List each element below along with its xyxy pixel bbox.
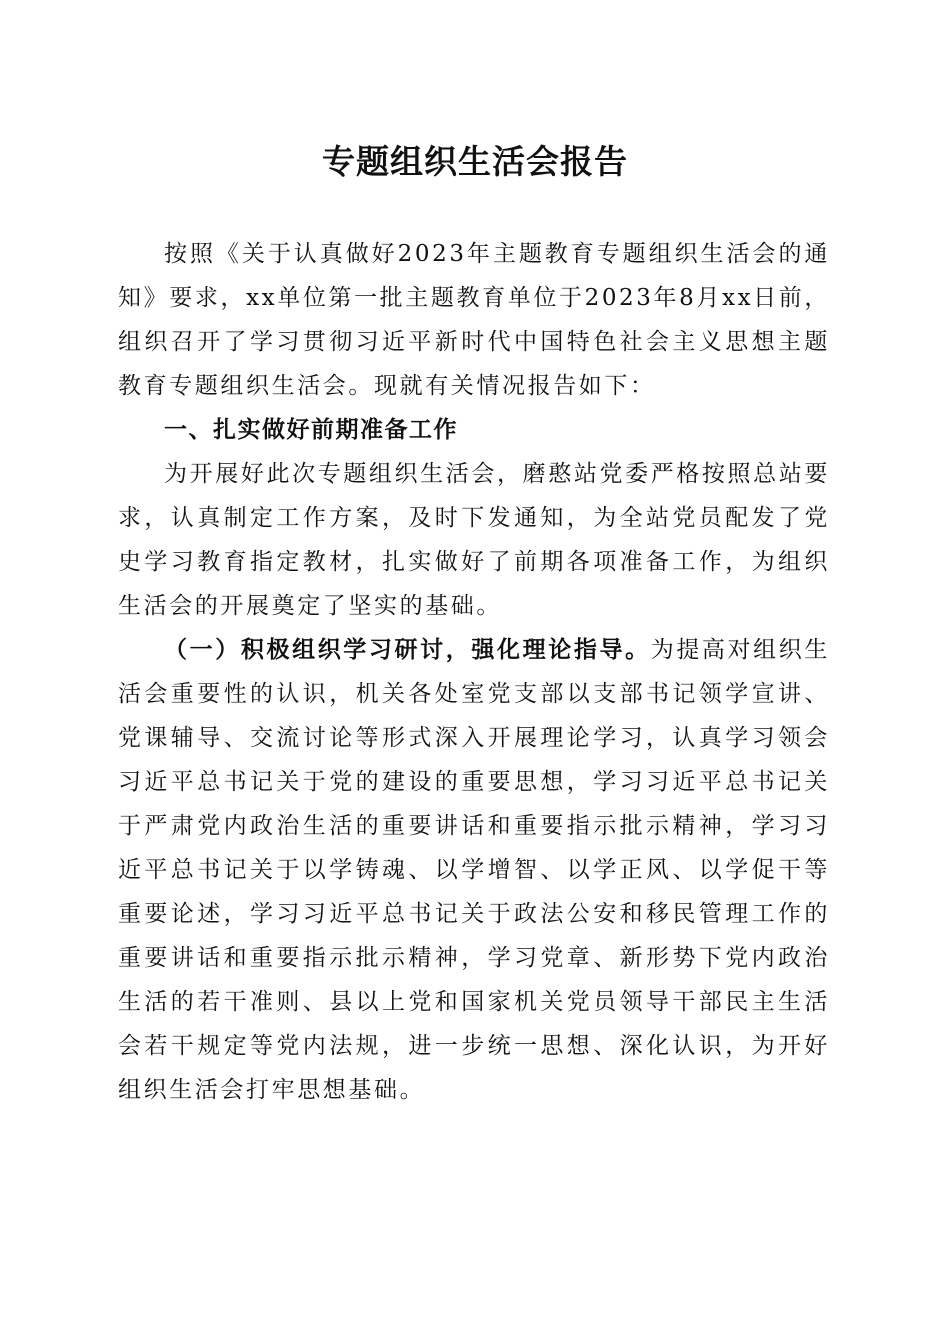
- section-paragraph: 为开展好此次专题组织生活会，磨憨站党委严格按照总站要求，认真制定工作方案，及时下发通知，为全站党员配发了党史学习教育指定教材，扎实做好了前期各项准备工作，为组织生活会的开展奠定了坚实的基础。: [118, 461, 830, 619]
- intro-paragraph: 按照《关于认真做好2023年主题教育专题组织生活会的通知》要求，xx单位第一批主题教育单位于2023年8月xx日前，组织召开了学习贯彻习近平新时代中国特色社会主义思想主题教育专题组织生活会。现就有关情况报告如下：: [118, 241, 830, 399]
- subsection-heading: （一）积极组织学习研讨，强化理论指导。: [164, 637, 651, 663]
- subsection-body: 为提高对组织生活会重要性的认识，机关各处室党支部以支部书记领学宣讲、党课辅导、交流讨论等形式深入开展理论学习，认真学习领会习近平总书记关于党的建设的重要思想，学习习近平总书记关于严肃党内政治生活的重要讲话和重要指示批示精神，学习习近平总书记关于以学铸魂、以学增智、以学正风、以学促干等重要论述，学习习近平总书记关于政法公安和移民管理工作的重要讲话和重要指示批示精神，学习党章、新形势下党内政治生活的若干准则、县以上党和国家机关党员领导干部民主生活会若干规定等党内法规，进一步统一思想、深化认识，为开好组织生活会打牢思想基础。: [118, 637, 830, 1103]
- section-heading: 一、扎实做好前期准备工作: [164, 417, 458, 443]
- subsection-paragraph: [118, 628, 830, 1112]
- document-body: [118, 232, 830, 1112]
- document-title: 专题组织生活会报告: [322, 142, 628, 181]
